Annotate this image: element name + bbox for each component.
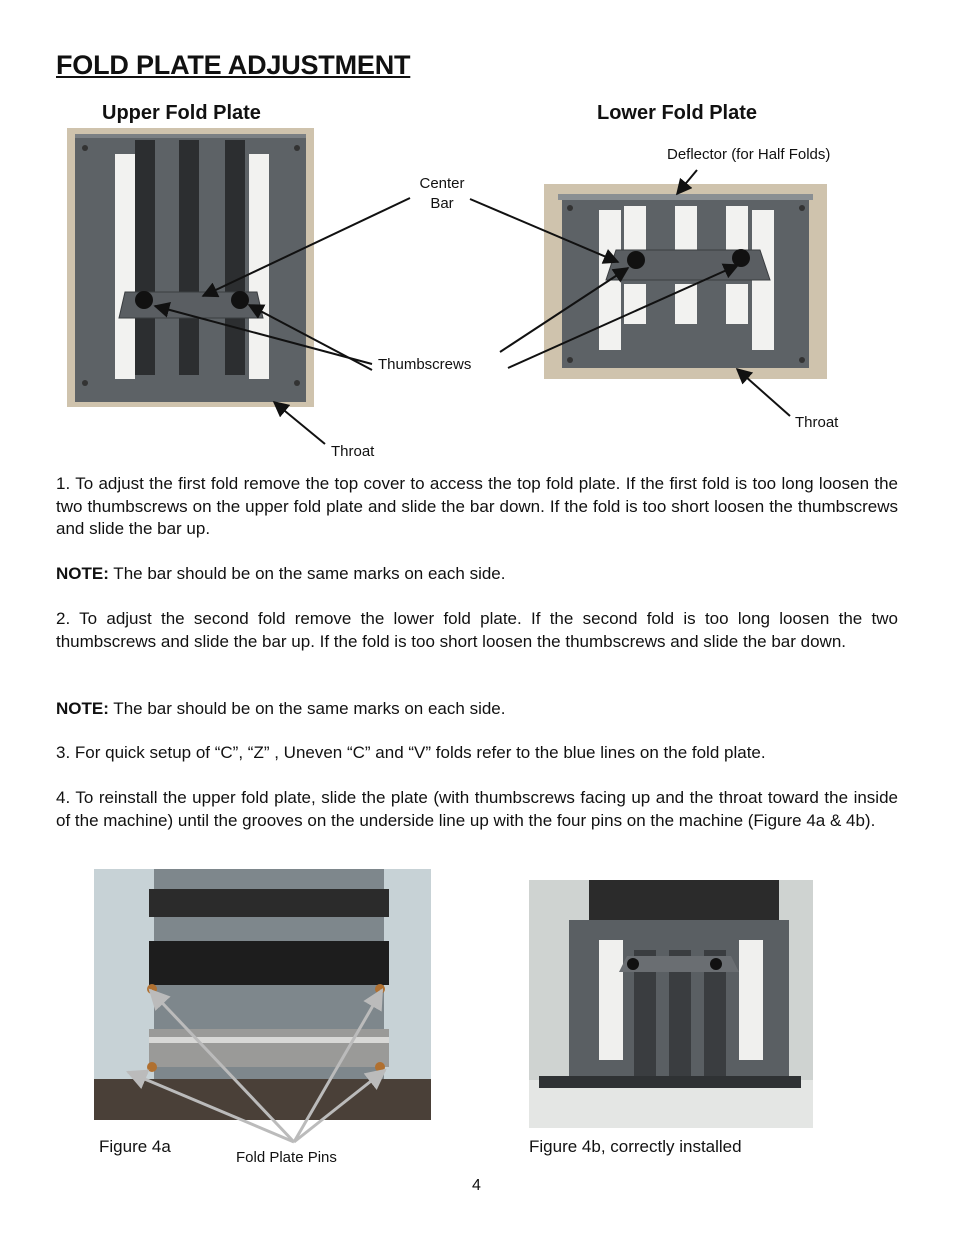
center-bar-label-line2: Bar	[430, 195, 454, 212]
figure-4b-photo	[529, 880, 813, 1128]
thumbscrews-label: Thumbscrews	[378, 356, 472, 373]
page-number: 4	[472, 1177, 481, 1194]
step-4-paragraph: 4. To reinstall the upper fold plate, slide the plate (with thumbscrews facing up and the throat toward the inside of the machine) until the grooves on the underside line up with the four pins on the machine (Figure 4a & 4b).	[56, 788, 898, 830]
figure-4a-caption: Figure 4a	[99, 1137, 171, 1156]
note-2-label: NOTE:	[56, 699, 109, 718]
step-1-paragraph: 1. To adjust the first fold remove the top cover to access the top fold plate. If the first fold is too long loosen the two thumbscrews on the upper fold plate and slide the bar down. If the fold is too short loosen the thumbscrews and slide the bar up.	[56, 474, 898, 538]
throat-label-left: Throat	[331, 443, 375, 460]
throat-arrow-left	[274, 402, 325, 444]
figure-4a-photo	[94, 869, 431, 1120]
figure-4b-caption: Figure 4b, correctly installed	[529, 1137, 742, 1156]
lower-fold-plate-photo	[544, 184, 827, 379]
upper-fold-plate-photo	[67, 128, 314, 407]
note-1	[56, 563, 898, 586]
center-bar-label	[410, 174, 474, 214]
note-2-text: The bar should be on the same marks on each side.	[108, 699, 506, 718]
throat-label-right: Throat	[795, 414, 839, 431]
deflector-label: Deflector (for Half Folds)	[667, 146, 831, 163]
center-bar-label-line1: Center	[419, 175, 465, 192]
upper-fold-plate-heading: Upper Fold Plate	[102, 102, 261, 124]
step-2-paragraph: 2. To adjust the second fold remove the lower fold plate. If the second fold is too long loosen the two thumbscrews and slide the bar up. If the fold is too short loosen the thumbscrews and slide the bar down.	[56, 609, 898, 651]
lower-fold-plate-heading: Lower Fold Plate	[597, 102, 758, 124]
note-2	[56, 698, 898, 721]
note-1-text: The bar should be on the same marks on each side.	[108, 564, 506, 583]
step-3-paragraph: 3. For quick setup of “C”, “Z” , Uneven “C” and “V” folds refer to the blue lines on the fold plate.	[56, 743, 766, 762]
note-1-label: NOTE:	[56, 564, 109, 583]
page-title: FOLD PLATE ADJUSTMENT	[56, 50, 411, 80]
fold-plate-pins-label: Fold Plate Pins	[236, 1149, 337, 1166]
